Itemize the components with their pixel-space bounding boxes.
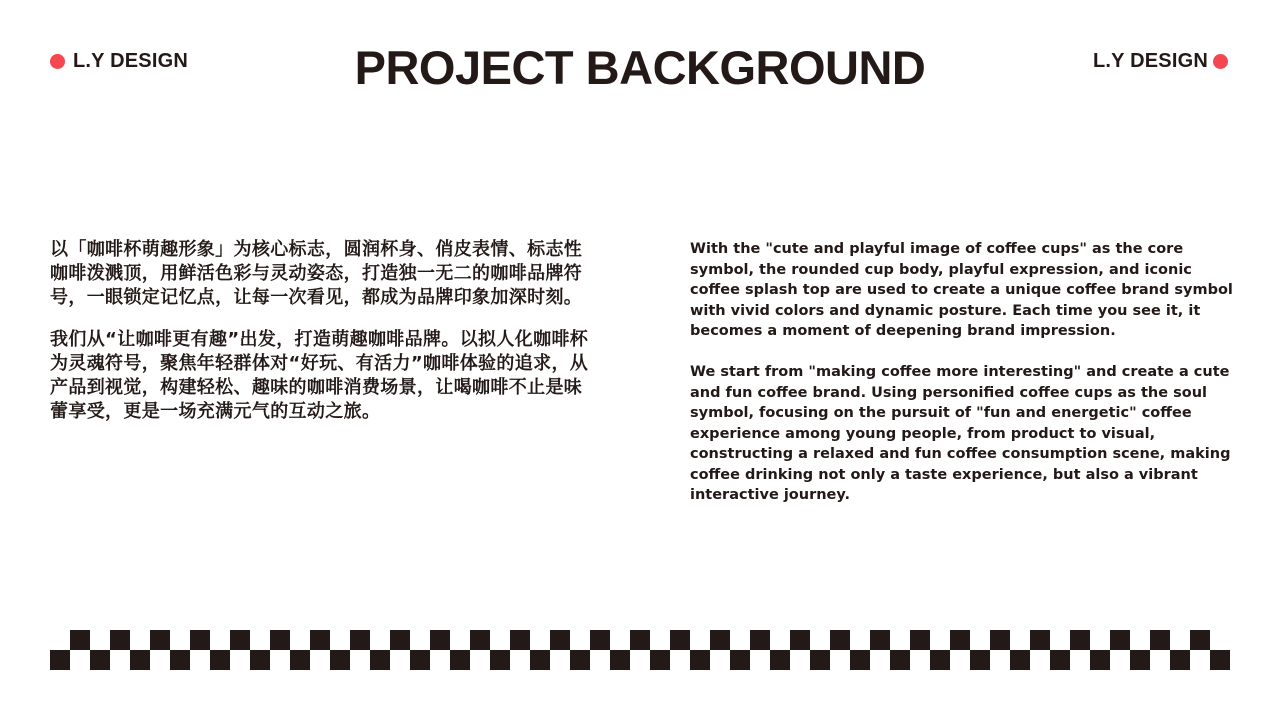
chinese-paragraph-2: 我们从“让咖啡更有趣”出发，打造萌趣咖啡品牌。以拟人化咖啡杯为灵魂符号，聚焦年轻群体对“好玩、有活力”咖啡体验的追求，从产品到视觉，构建轻松、趣味的咖啡消费场景，让喝咖啡不止是味蕾享受，更是一场充满元气的互动之旅。	[50, 329, 589, 422]
page-title: PROJECT BACKGROUND	[354, 41, 926, 94]
english-text-column	[690, 239, 1235, 526]
brand-right-label: L.Y DESIGN	[1093, 50, 1208, 72]
brand-right	[1093, 49, 1228, 73]
chinese-text-column	[50, 238, 595, 442]
chinese-paragraph-1: 以「咖啡杯萌趣形象」为核心标志，圆润杯身、俏皮表情、标志性咖啡泼溅顶，用鲜活色彩与灵动姿态，打造独一无二的咖啡品牌符号，一眼锁定记忆点，让每一次看见，都成为品牌印象加深时刻。	[50, 239, 583, 308]
brand-left-label: L.Y DESIGN	[73, 50, 188, 72]
english-paragraph-2: We start from "making coffee more interesting" and create a cute and fun coffee brand. Using personified coffee cups as the soul symbol, focusing on the pursuit of "fun and energetic" coffee experience among young people, from product to visual, constructing a relaxed and fun coffee consumption scene, making coffee drinking not only a taste experience, but also a vibrant interactive journey.	[690, 364, 1231, 503]
checkerboard-footer-pattern	[50, 630, 1230, 670]
red-dot-icon	[1213, 54, 1228, 69]
english-paragraph-1: With the "cute and playful image of coffee cups" as the core symbol, the rounded cup body, playful expression, and iconic coffee splash top are used to create a unique coffee brand symbol with vivid colors and dynamic posture. Each time you see it, it becomes a moment of deepening brand impression.	[690, 241, 1233, 339]
